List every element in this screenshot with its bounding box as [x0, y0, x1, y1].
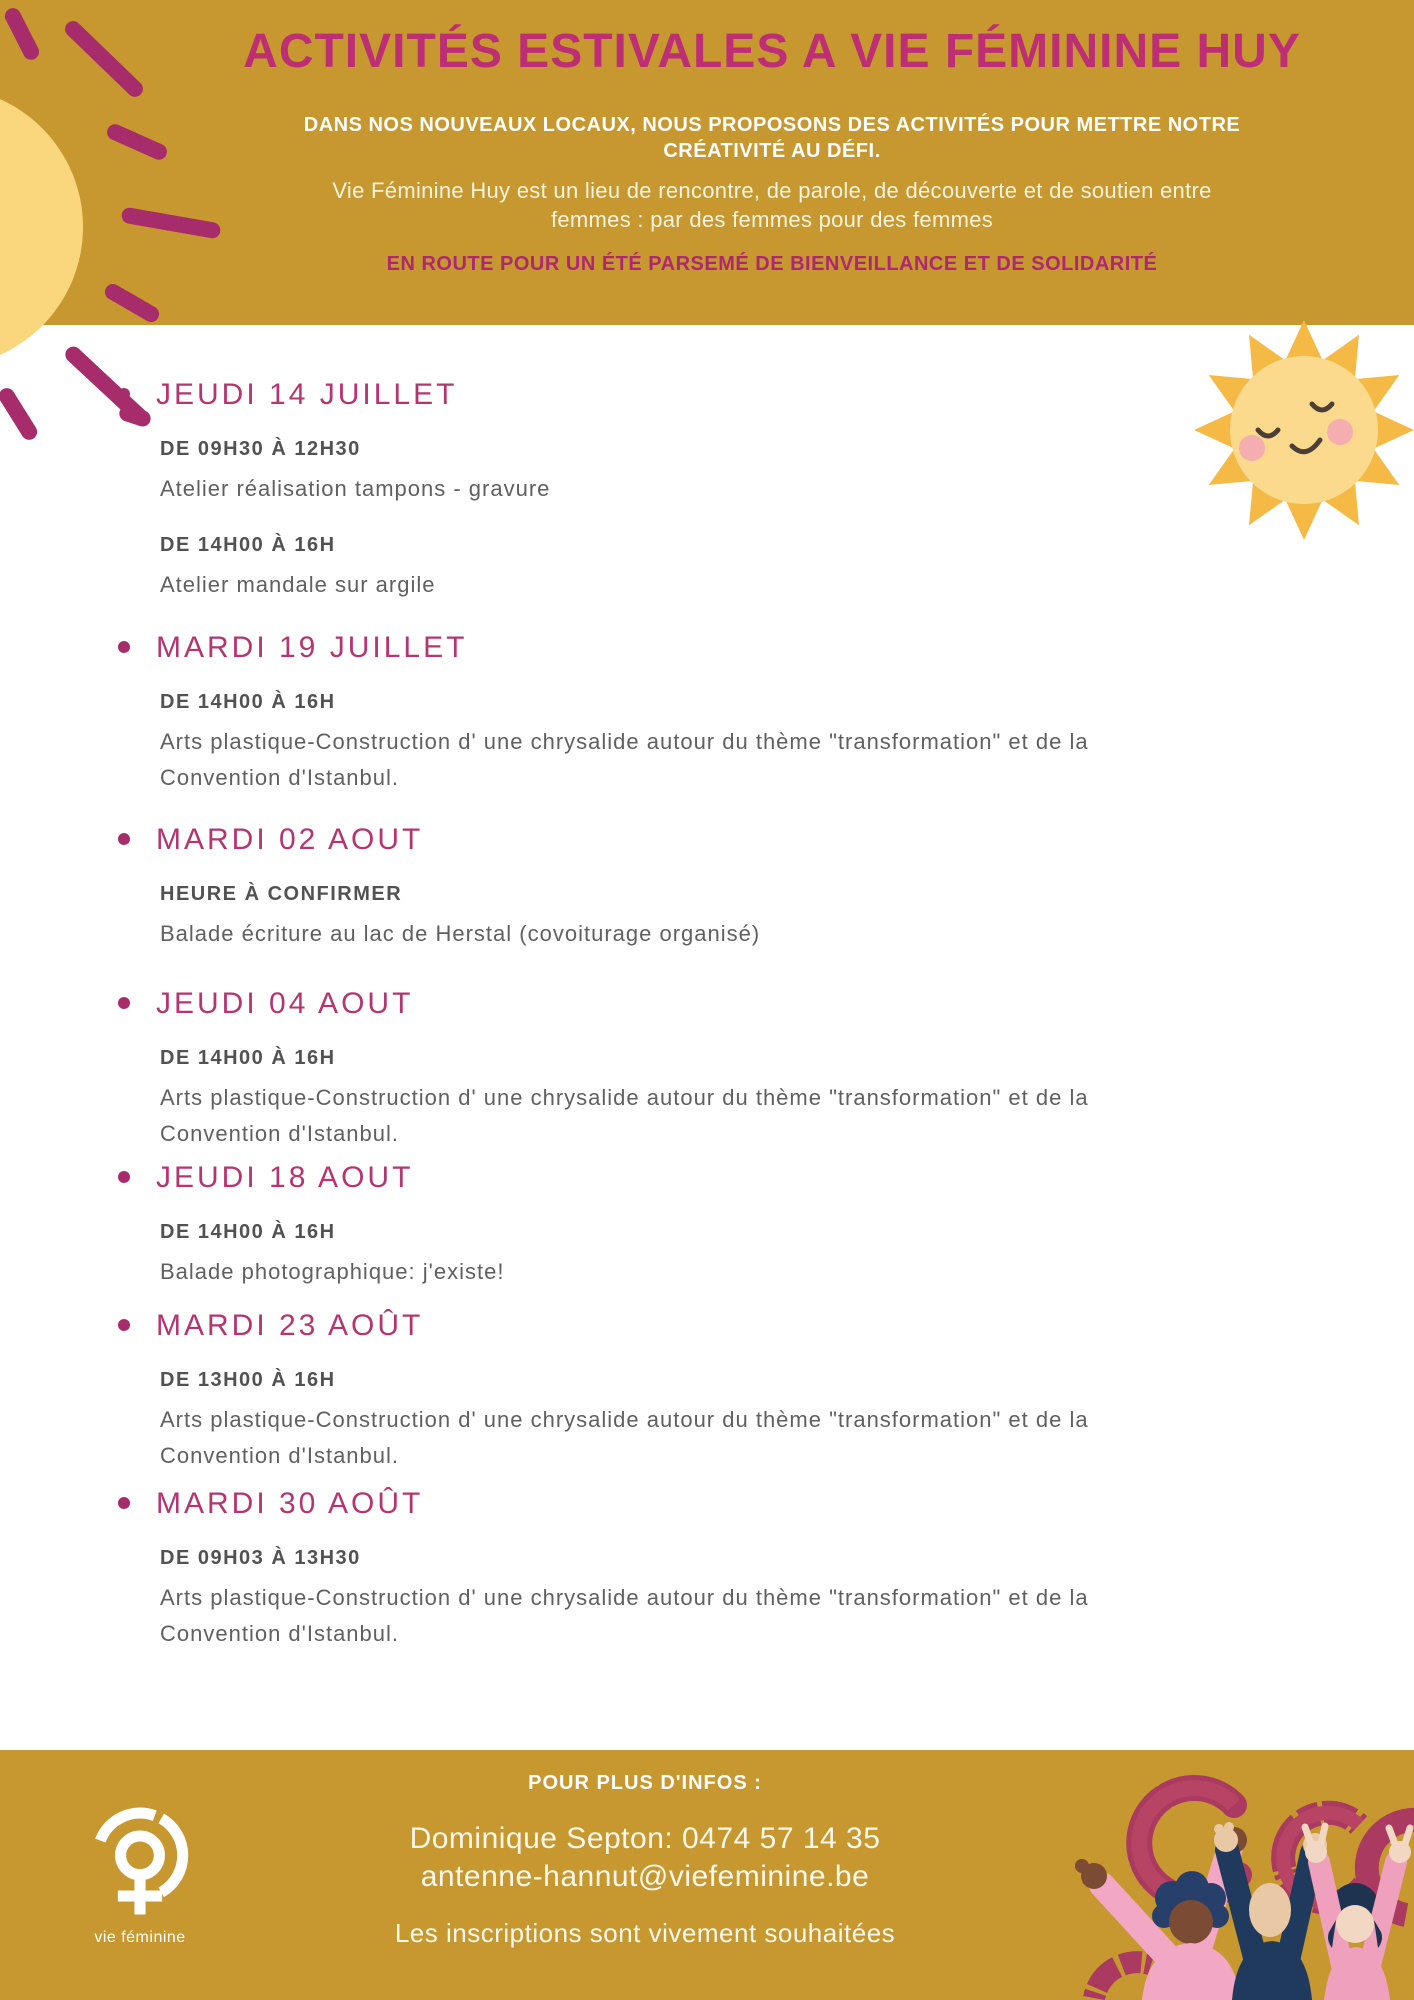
slot-time: DE 09H30 À 12H30 — [160, 438, 361, 460]
slot-description: Arts plastique-Construction d' une chrysalide autour du thème "transformation" et de la Convention d'Istanbul. — [160, 1085, 1089, 1146]
schedule-section-mardi-02-aout — [118, 820, 1298, 978]
header-subtitle: DANS NOS NOUVEAUX LOCAUX, NOUS PROPOSONS DES ACTIVITÉS POUR METTRE NOTRE CRÉATIVITÉ AU DÉFI. — [303, 114, 1241, 162]
slot-time: DE 14H00 À 16H — [160, 1047, 336, 1069]
slot-description: Atelier réalisation tampons - gravure — [160, 476, 551, 501]
section-date-heading: JEUDI 04 AOUT — [156, 987, 414, 1020]
slot-description: Atelier mandale sur argile — [160, 572, 436, 597]
page-title: ACTIVITÉS ESTIVALES A VIE FÉMININE HUY — [243, 25, 1301, 78]
schedule-section-jeudi-14-juillet — [118, 375, 1298, 629]
footer-info-label: POUR PLUS D'INFOS : — [528, 1772, 762, 1794]
contact-email: antenne-hannut@viefeminine.be — [420, 1860, 870, 1893]
slot-time: DE 14H00 À 16H — [160, 691, 336, 713]
schedule-section-jeudi-18-aout — [118, 1158, 1298, 1316]
section-date-heading: MARDI 19 JUILLET — [156, 631, 468, 664]
section-date-heading: MARDI 02 AOUT — [156, 823, 424, 856]
slot-time: HEURE À CONFIRMER — [160, 883, 403, 905]
slot-time: DE 13H00 À 16H — [160, 1369, 336, 1391]
bullet-icon — [118, 641, 130, 653]
slot-description: Balade écriture au lac de Herstal (covoiturage organisé) — [160, 921, 761, 946]
section-date-heading: MARDI 30 AOÛT — [156, 1487, 424, 1520]
slot-time: DE 14H00 À 16H — [160, 534, 336, 556]
slot-description: Arts plastique-Construction d' une chrysalide autour du thème "transformation" et de la Convention d'Istanbul. — [160, 1407, 1089, 1468]
registration-note: Les inscriptions sont vivement souhaitées — [394, 1918, 896, 1948]
slot-description: Arts plastique-Construction d' une chrysalide autour du thème "transformation" et de la Convention d'Istanbul. — [160, 729, 1089, 790]
female-symbol-icon — [80, 1800, 200, 1920]
bullet-icon — [118, 1171, 130, 1183]
vie-feminine-logo — [80, 1800, 200, 1947]
contact-name-phone: Dominique Septon: 0474 57 14 35 — [409, 1822, 881, 1855]
header-banner: EN ROUTE POUR UN ÉTÉ PARSEMÉ DE BIENVEILLANCE ET DE SOLIDARITÉ — [386, 253, 1158, 275]
bullet-icon — [118, 833, 130, 845]
header-intro: Vie Féminine Huy est un lieu de rencontre, de parole, de découverte et de soutien entre femmes : par des femmes pour des femmes — [332, 178, 1212, 232]
bullet-icon — [118, 1497, 130, 1509]
slot-description: Arts plastique-Construction d' une chrysalide autour du thème "transformation" et de la Convention d'Istanbul. — [160, 1585, 1089, 1646]
schedule-section-mardi-23-aout — [118, 1306, 1298, 1500]
slot-description: Balade photographique: j'existe! — [160, 1259, 505, 1284]
slot-time: DE 09H03 À 13H30 — [160, 1547, 361, 1569]
section-date-heading: MARDI 23 AOÛT — [156, 1309, 424, 1342]
logo-text: vie féminine — [94, 1929, 186, 1946]
schedule-section-mardi-19-juillet — [118, 628, 1298, 822]
slot-time: DE 14H00 À 16H — [160, 1221, 336, 1243]
schedule-section-jeudi-04-aout — [118, 984, 1298, 1178]
section-date-heading: JEUDI 14 JUILLET — [156, 378, 458, 411]
bullet-icon — [118, 1319, 130, 1331]
bullet-icon — [118, 997, 130, 1009]
cheering-women-illustration — [1074, 1750, 1414, 2000]
schedule-section-mardi-30-aout — [118, 1484, 1298, 1678]
section-date-heading: JEUDI 18 AOUT — [156, 1161, 414, 1194]
